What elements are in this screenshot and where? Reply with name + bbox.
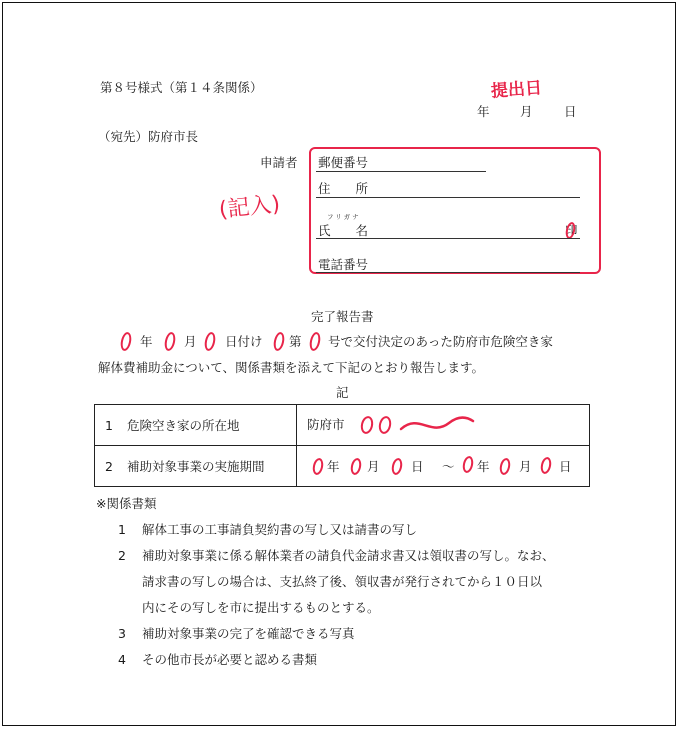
name-line <box>316 238 580 239</box>
table-row <box>95 446 590 487</box>
table-cell-value <box>297 405 590 446</box>
location-prefix: 防府市 <box>307 417 345 432</box>
table-cell-label: 2 補助対象事業の実施期間 <box>95 446 297 487</box>
document-item-text: 補助対象事業の完了を確認できる写真 <box>142 626 355 641</box>
filled-zero-mark <box>311 457 324 476</box>
filled-zero-mark <box>498 457 511 476</box>
body-year: 年 <box>140 334 153 349</box>
table-cell-value <box>297 446 590 487</box>
ki-label: 記 <box>336 385 349 400</box>
document-item-number: 2 <box>118 548 126 563</box>
document-item-number: 3 <box>118 626 126 641</box>
document-item-text: その他市長が必要と認める書類 <box>142 652 318 667</box>
addressee: （宛先）防府市長 <box>98 129 199 144</box>
filled-zero-mark <box>539 456 552 475</box>
filled-zero-mark <box>359 415 374 435</box>
period-tilde: ～ <box>442 459 455 474</box>
date-year-label: 年 <box>477 104 490 119</box>
fill-in-annotation: (記入) <box>217 191 282 224</box>
submit-date-annotation: 提出日 <box>490 78 543 102</box>
phone-line <box>316 272 580 273</box>
report-table <box>94 404 590 487</box>
period-year-end: 年 <box>477 459 490 474</box>
period-year: 年 <box>327 459 340 474</box>
phone-label: 電話番号 <box>318 257 369 272</box>
document-item-text: 解体工事の工事請負契約書の写し又は請書の写し <box>142 522 418 537</box>
body-month: 月 <box>184 334 197 349</box>
documents-heading: ※関係書類 <box>96 496 157 511</box>
body-line1-rest: 号で交付決定のあった防府市危険空き家 <box>328 334 553 349</box>
applicant-label: 申請者 <box>260 155 298 170</box>
filled-zero-mark <box>349 457 362 476</box>
document-item-text: 補助対象事業に係る解体業者の請負代金請求書又は領収書の写し。なお、 <box>142 548 555 563</box>
table-row <box>95 405 590 446</box>
address-label: 住 所 <box>318 181 369 196</box>
date-month-label: 月 <box>520 104 533 119</box>
document-title: 完了報告書 <box>311 309 374 324</box>
period-month-end: 月 <box>519 459 532 474</box>
filled-zero-mark <box>390 457 403 476</box>
filled-zero-mark <box>461 455 474 474</box>
period-day: 日 <box>411 459 424 474</box>
filled-zero-mark <box>377 415 392 435</box>
document-item-number: 1 <box>118 522 126 537</box>
period-day-end: 日 <box>559 459 572 474</box>
postal-code-line <box>316 171 486 172</box>
document-item-text: 内にその写しを市に提出するものとする。 <box>142 600 380 615</box>
date-day-label: 日 <box>564 104 577 119</box>
form-number: 第８号様式（第１４条関係） <box>100 80 263 95</box>
period-month: 月 <box>367 459 380 474</box>
furigana-label: フリガナ <box>327 213 361 221</box>
document-item-number: 4 <box>118 652 126 667</box>
address-line <box>316 197 580 198</box>
name-label: 氏 名 <box>318 223 369 238</box>
tilde-scribble <box>397 411 477 437</box>
body-line2: 解体費補助金について、関係書類を添えて下記のとおり報告します。 <box>98 360 485 375</box>
seal-label: 印 <box>565 223 578 238</box>
table-cell-label: 1 危険空き家の所在地 <box>95 405 297 446</box>
postal-code-label: 郵便番号 <box>318 155 369 170</box>
document-item-text: 請求書の写しの場合は、支払終了後、領収書が発行されてから１０日以 <box>142 574 543 589</box>
body-dai: 第 <box>289 334 302 349</box>
body-day-suffix: 日付け <box>225 334 263 349</box>
